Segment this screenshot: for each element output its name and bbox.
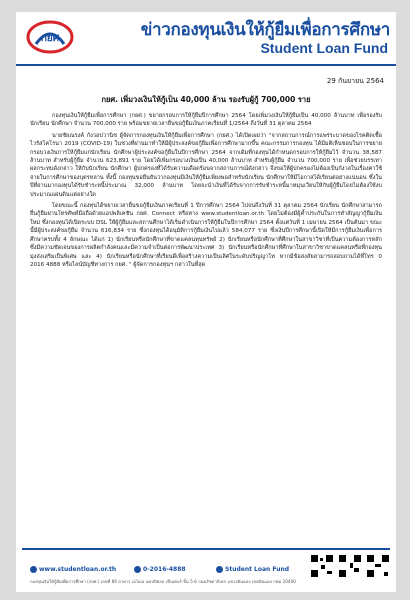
facebook-icon: [216, 566, 223, 573]
title-english: Student Loan Fund: [260, 40, 388, 56]
footer-phone[interactable]: [134, 566, 186, 573]
footer-address: กองทุนเงินให้กู้ยืมเพื่อการศึกษา (กยศ.) เลขที่ 89 อาคาร เอไอเอ แคปปิตอล เซ็นเตอร์ ชั้น 5-6 ถนนรัชดาภิเษก แขวงดินแดง เขตดินแดง กทม 10400: [30, 579, 296, 584]
footer-divider: [22, 548, 390, 550]
phone-icon: [134, 566, 141, 573]
header-divider: [16, 64, 396, 66]
press-release-page: [16, 12, 396, 592]
header: [16, 12, 396, 64]
website-text: www.studentloan.or.th: [39, 566, 117, 573]
headline: กยศ. เพิ่มวงเงินให้กู้เป็น 40,000 ล้าน รองรับผู้กู้ 700,000 ราย: [101, 95, 311, 104]
paragraph-1: กองทุนเงินให้กู้ยืมเพื่อการศึกษา (กยศ.) ขยายกรอบการให้กู้ยืมปีการศึกษา 2564 โดยเพิ่มวงเงินให้กู้ยืมเป็น 40,000 ล้านบาท เพื่อรองรับนักเรียน นักศึกษา จำนวน 700,000 ราย พร้อมขยายเวลายื่นขอกู้ยืมเงินภาคเรียนที่ 1/2564 ถึงวันที่ 31 ตุลาคม 2564: [30, 113, 382, 128]
title-thai: ข่าวกองทุนเงินให้กู้ยืมเพื่อการศึกษา: [140, 20, 390, 40]
globe-icon: [30, 566, 37, 573]
paragraph-2: นายชัยณรงค์ กังวอปวานิช ผู้จัดการกองทุนเงินให้กู้ยืมเพื่อการศึกษา (กยศ.) ได้เปิดเผยว่า "จากสถานการณ์การแพร่ระบาดของโรคติดเชื้อไวรัสโคโรนา 2019 (COVID-19) ในช่วงที่ผ่านมาทำให้มีผู้ประสงค์ขอกู้ยืมเพื่อการศึกษามากขึ้น คณะกรรมการกองทุน ได้มีมติเห็นชอบในการขยายกรอบวงเงินการให้กู้ยืมแก่นักเรียน นักศึกษาผู้ประสงค์ขอกู้ยืมในปีการศึกษา 2564 จากเดิมที่กองทุนได้กำหนดกรอบการให้กู้ยืมไว้ จำนวน 38,587 ล้านบาท สำหรับผู้กู้ยืม จำนวน 623,891 ราย โดยได้เพิ่มกรอบวงเงินเป็น 40,000 ล้านบาท สำหรับผู้กู้ยืม จำนวน 700,000 ราย เพื่อช่วยบรรเทาผลกระทบดังกล่าว ให้กับนักเรียน นักศึกษา ผู้ปกครองที่ได้รับความเดือดร้อนจากสถานการณ์ดังกล่าว จึงขอให้ผู้ปกครองไม่ต้องเป็นกังวลในเรื่องค่าใช้จ่ายในการศึกษาของบุตรหลาน ทั้งนี้ กองทุนขอยืนยันว่ากองทุนมีเงินให้กู้ยืมเพียงพอสำหรับนักเรียน นักศึกษาให้มีโอกาสได้เรียนต่อย่างแน่นอน ซึ่งในปีที่ผ่านมากองทุนได้รับชำระหนี้ประมาณ 32,000 ล้านบาท โดยจะนำเงินที่ได้รับจากการรับชำระหนี้มาหมุนเวียนให้กับผู้กู้ยืมโดยไม่ต้องใช้งบประมาณแผ่นดินแต่อย่างใด: [30, 132, 382, 198]
facebook-text: Student Loan Fund: [225, 566, 290, 573]
footer-facebook[interactable]: [216, 566, 289, 573]
footer: [16, 548, 396, 592]
qr-code-icon: [338, 554, 362, 578]
logo-text: กยศ: [40, 33, 60, 44]
qr-code-icon: [366, 554, 390, 578]
release-date: 29 กันยายน 2564: [326, 77, 384, 85]
footer-website[interactable]: [30, 566, 116, 573]
phone-text: 0-2016-4888: [143, 566, 186, 573]
paragraph-3: โดยขณะนี้ กองทุนได้ขยายเวลายื่นขอกู้ยืมเงินภาคเรียนที่ 1 ปีการศึกษา 2564 ไปจนถึงวันที่ 31 ตุลาคม 2564 นักเรียน นักศึกษาสามารถยื่นกู้ยืมผ่านโทรศัพท์มือถือด้วยแอปพลิเคชัน กยศ. Connect หรือทาง www.studentloan.or.th โดยไม่ต้องมีผู้ค้ำประกันในการทำสัญญากู้ยืมเงินใหม่ ซึ่งกองทุนได้เปิดระบบ DSL ให้ผู้กู้ยืมและสถานศึกษาได้เริ่มดำเนินการให้กู้ยืมในปีการศึกษา 2564 ตั้งแต่วันที่ 1 เมษายน 2564 เป็นต้นมา ขณะนี้มีผู้ประสงค์ขอกู้ยืม จำนวน 616,834 ราย ซึ่งกองทุนได้อนุมัติการกู้ยืมเงินไปแล้ว 584,077 ราย ซึ่งเงินปีการศึกษานี้เปิดให้มีการกู้ยืมเงินเพื่อการศึกษาครบทั้ง 4 ลักษณะ ได้แก่ 1) นักเรียนหรือนักศึกษาที่ขาดแคลนทุนทรัพย์ 2) นักเรียนหรือนักศึกษาที่ศึกษาในสาขาวิชาที่เป็นความต้องการหลัก ซึ่งมีความชัดเจนของการผลิตกำลังคนและมีความจำเป็นต่อการพัฒนาประเทศ 3) นักเรียนหรือนักศึกษาที่ศึกษาในสาขาวิชาขาดแคลนหรือที่กองทุนมุ่งส่งเสริมเป็นพิเศษ และ 4) นักเรียนหรือนักศึกษาที่เรียนดีเพื่อสร้างความเป็นเลิศในระดับปริญญาโท หากมีข้อสงสัยสามารถสอบถามได้ที่โทร 0 2016 4888 หรือไลน์บัญชีทางการ กยศ. " ผู้จัดการกองทุนฯ กล่าวในที่สุด: [30, 203, 382, 268]
qr-code-icon: [310, 554, 334, 578]
student-loan-fund-logo: [26, 20, 74, 54]
body-text: [30, 112, 382, 272]
